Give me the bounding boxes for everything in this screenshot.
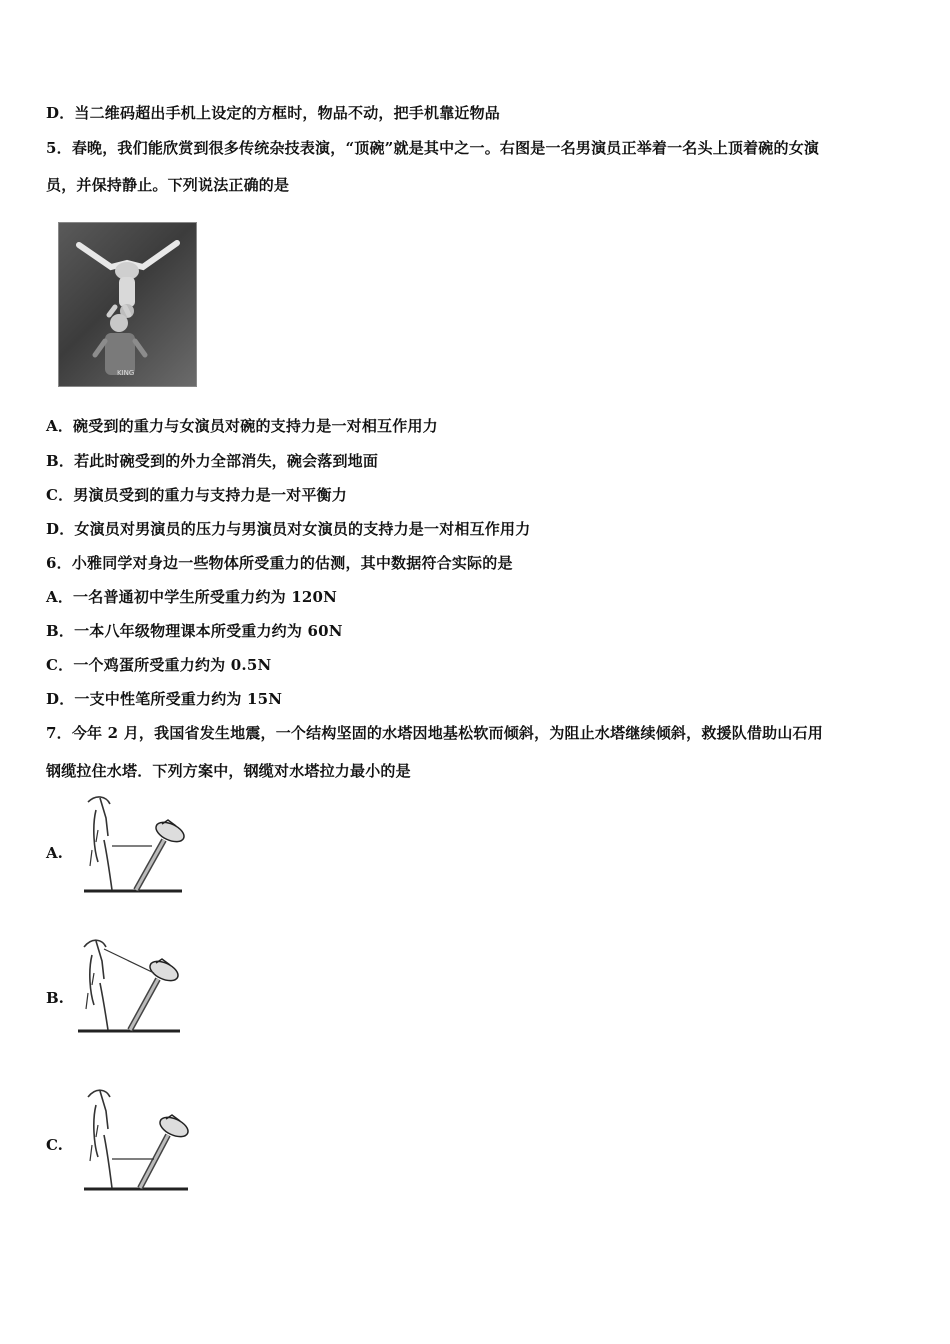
q5-stem-line-2: 员，并保持静止。下列说法正确的是 — [46, 176, 290, 194]
q5-stem-line-1: 5．春晚，我们能欣赏到很多传统杂技表演，“顶碗”就是其中之一。右图是一名男演员正举着一名头上顶着碗的女演 — [46, 139, 820, 157]
q7-option-a-diagram — [78, 790, 194, 902]
q5-option-c: C．男演员受到的重力与支持力是一对平衡力 — [46, 486, 347, 504]
q7-stem-line-1: 7．今年 2 月，我国省发生地震，一个结构坚固的水塔因地基松软而倾斜，为阻止水塔继续倾斜，救援队借助山石用 — [46, 724, 823, 742]
q6-option-b: B．一本八年级物理课本所受重力约为 60N — [46, 622, 343, 640]
q7-option-b-label: B. — [46, 989, 64, 1007]
q7-option-b-diagram — [78, 935, 194, 1047]
acrobat-photo — [58, 222, 197, 387]
q5-option-b: B．若此时碗受到的外力全部消失，碗会落到地面 — [46, 452, 379, 470]
svg-text:KING: KING — [117, 369, 135, 377]
q6-option-d: D．一支中性笔所受重力约为 15N — [46, 690, 283, 708]
q5-option-d: D．女演员对男演员的压力与男演员对女演员的支持力是一对相互作用力 — [46, 520, 531, 538]
q7-option-c-diagram — [78, 1085, 194, 1197]
q5-option-a: A．碗受到的重力与女演员对碗的支持力是一对相互作用力 — [46, 417, 438, 435]
q6-option-c: C．一个鸡蛋所受重力约为 0.5N — [46, 656, 272, 674]
q6-stem: 6．小雅同学对身边一些物体所受重力的估测，其中数据符合实际的是 — [46, 554, 513, 572]
q6-option-a: A．一名普通初中学生所受重力约为 120N — [46, 588, 338, 606]
q7-option-c-label: C. — [46, 1136, 63, 1154]
q7-option-a-label: A. — [46, 844, 63, 862]
q4-option-d: D．当二维码超出手机上设定的方框时，物品不动，把手机靠近物品 — [46, 104, 501, 122]
q7-stem-line-2: 钢缆拉住水塔．下列方案中，钢缆对水塔拉力最小的是 — [46, 762, 411, 780]
